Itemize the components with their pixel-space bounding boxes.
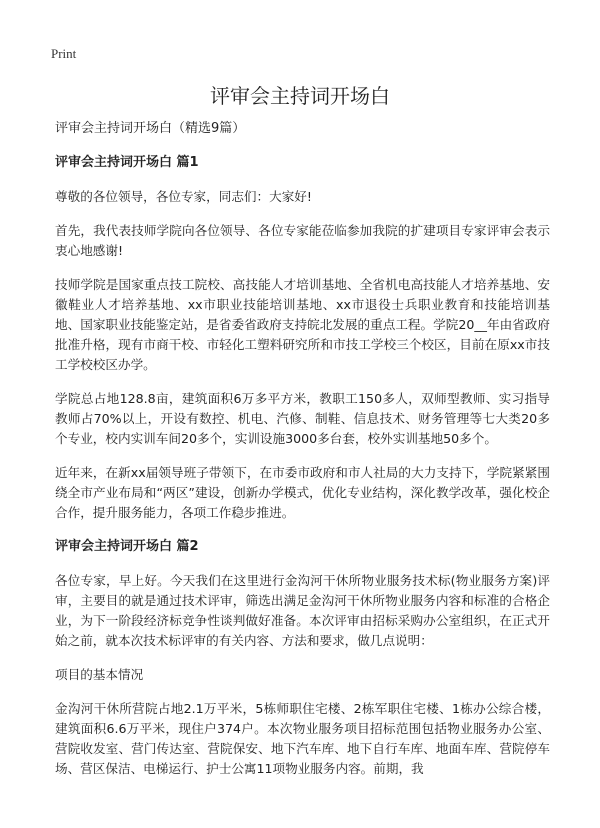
section-heading: 评审会主持词开场白 篇1 [55,155,199,170]
paragraph: 首先，我代表技师学院向各位领导、各位专家能莅临参加我院的扩建项目专家评审会表示衷心地感谢! [55,223,550,258]
paragraph: 尊敬的各位领导，各位专家，同志们：大家好! [55,189,312,204]
paragraph: 近年来，在新xx届领导班子带领下，在市委市政府和市人社局的大力支持下，学院紧紧围绕全市产业布局和“两区”建设，创新办学模式，优化专业结构，深化教学改革，强化校企合作，提升服务能力，各项工作稳步推进。 [55,465,550,520]
paragraph: 项目的基本情况 [55,667,144,682]
article-body [55,119,550,793]
print-link[interactable]: Print [51,46,77,61]
section-1 [55,153,550,523]
section-2 [55,537,550,779]
paragraph: 金沟河干休所营院占地2.1万平米，5栋师职住宅楼、2栋军职住宅楼、1栋办公综合楼，建筑面积6.6万平米，现住户374户。本次物业服务项目招标范围包括物业服务办公室、营院收发室、营门传达室、营院保安、地下汽车库、地下自行车库、地面车库、营院停车场、营区保洁、电梯运行、护士公寓11项物业服务内容。前期，我 [55,701,550,776]
section-heading: 评审会主持词开场白 篇2 [55,539,199,554]
paragraph: 技师学院是国家重点技工院校、高技能人才培训基地、全省机电高技能人才培养基地、安徽鞋业人才培养基地、xx市职业技能培训基地、xx市退役士兵职业教育和技能培训基地、国家职业技能鉴定站，是省委省政府支持皖北发展的重点工程。学院20__年由省政府批准升格，现有市商干校、市轻化工塑料研究所和市技工学校三个校区，目前在原xx市技工学校校区办学。 [55,277,550,372]
paragraph: 学院总占地128.8亩，建筑面积6万多平方米，教职工150多人，双师型教师、实习指导教师占70%以上，开设有数控、机电、汽修、制鞋、信息技术、财务管理等七大类20多个专业，校内实训车间20多个，实训设施3000多台套，校外实训基地50多个。 [55,391,550,446]
page-title: 评审会主持词开场白 [210,84,390,108]
article-subtitle: 评审会主持词开场白（精选9篇） [55,121,246,136]
paragraph: 各位专家，早上好。今天我们在这里进行金沟河干休所物业服务技术标(物业服务方案)评审，主要目的就是通过技术评审，筛选出满足金沟河干休所物业服务内容和标准的合格企业，为下一阶段经济标竞争性谈判做好准备。本次评审由招标采购办公室组织，在正式开始之前，就本次技术标评审的有关内容、方法和要求，做几点说明： [55,573,550,648]
